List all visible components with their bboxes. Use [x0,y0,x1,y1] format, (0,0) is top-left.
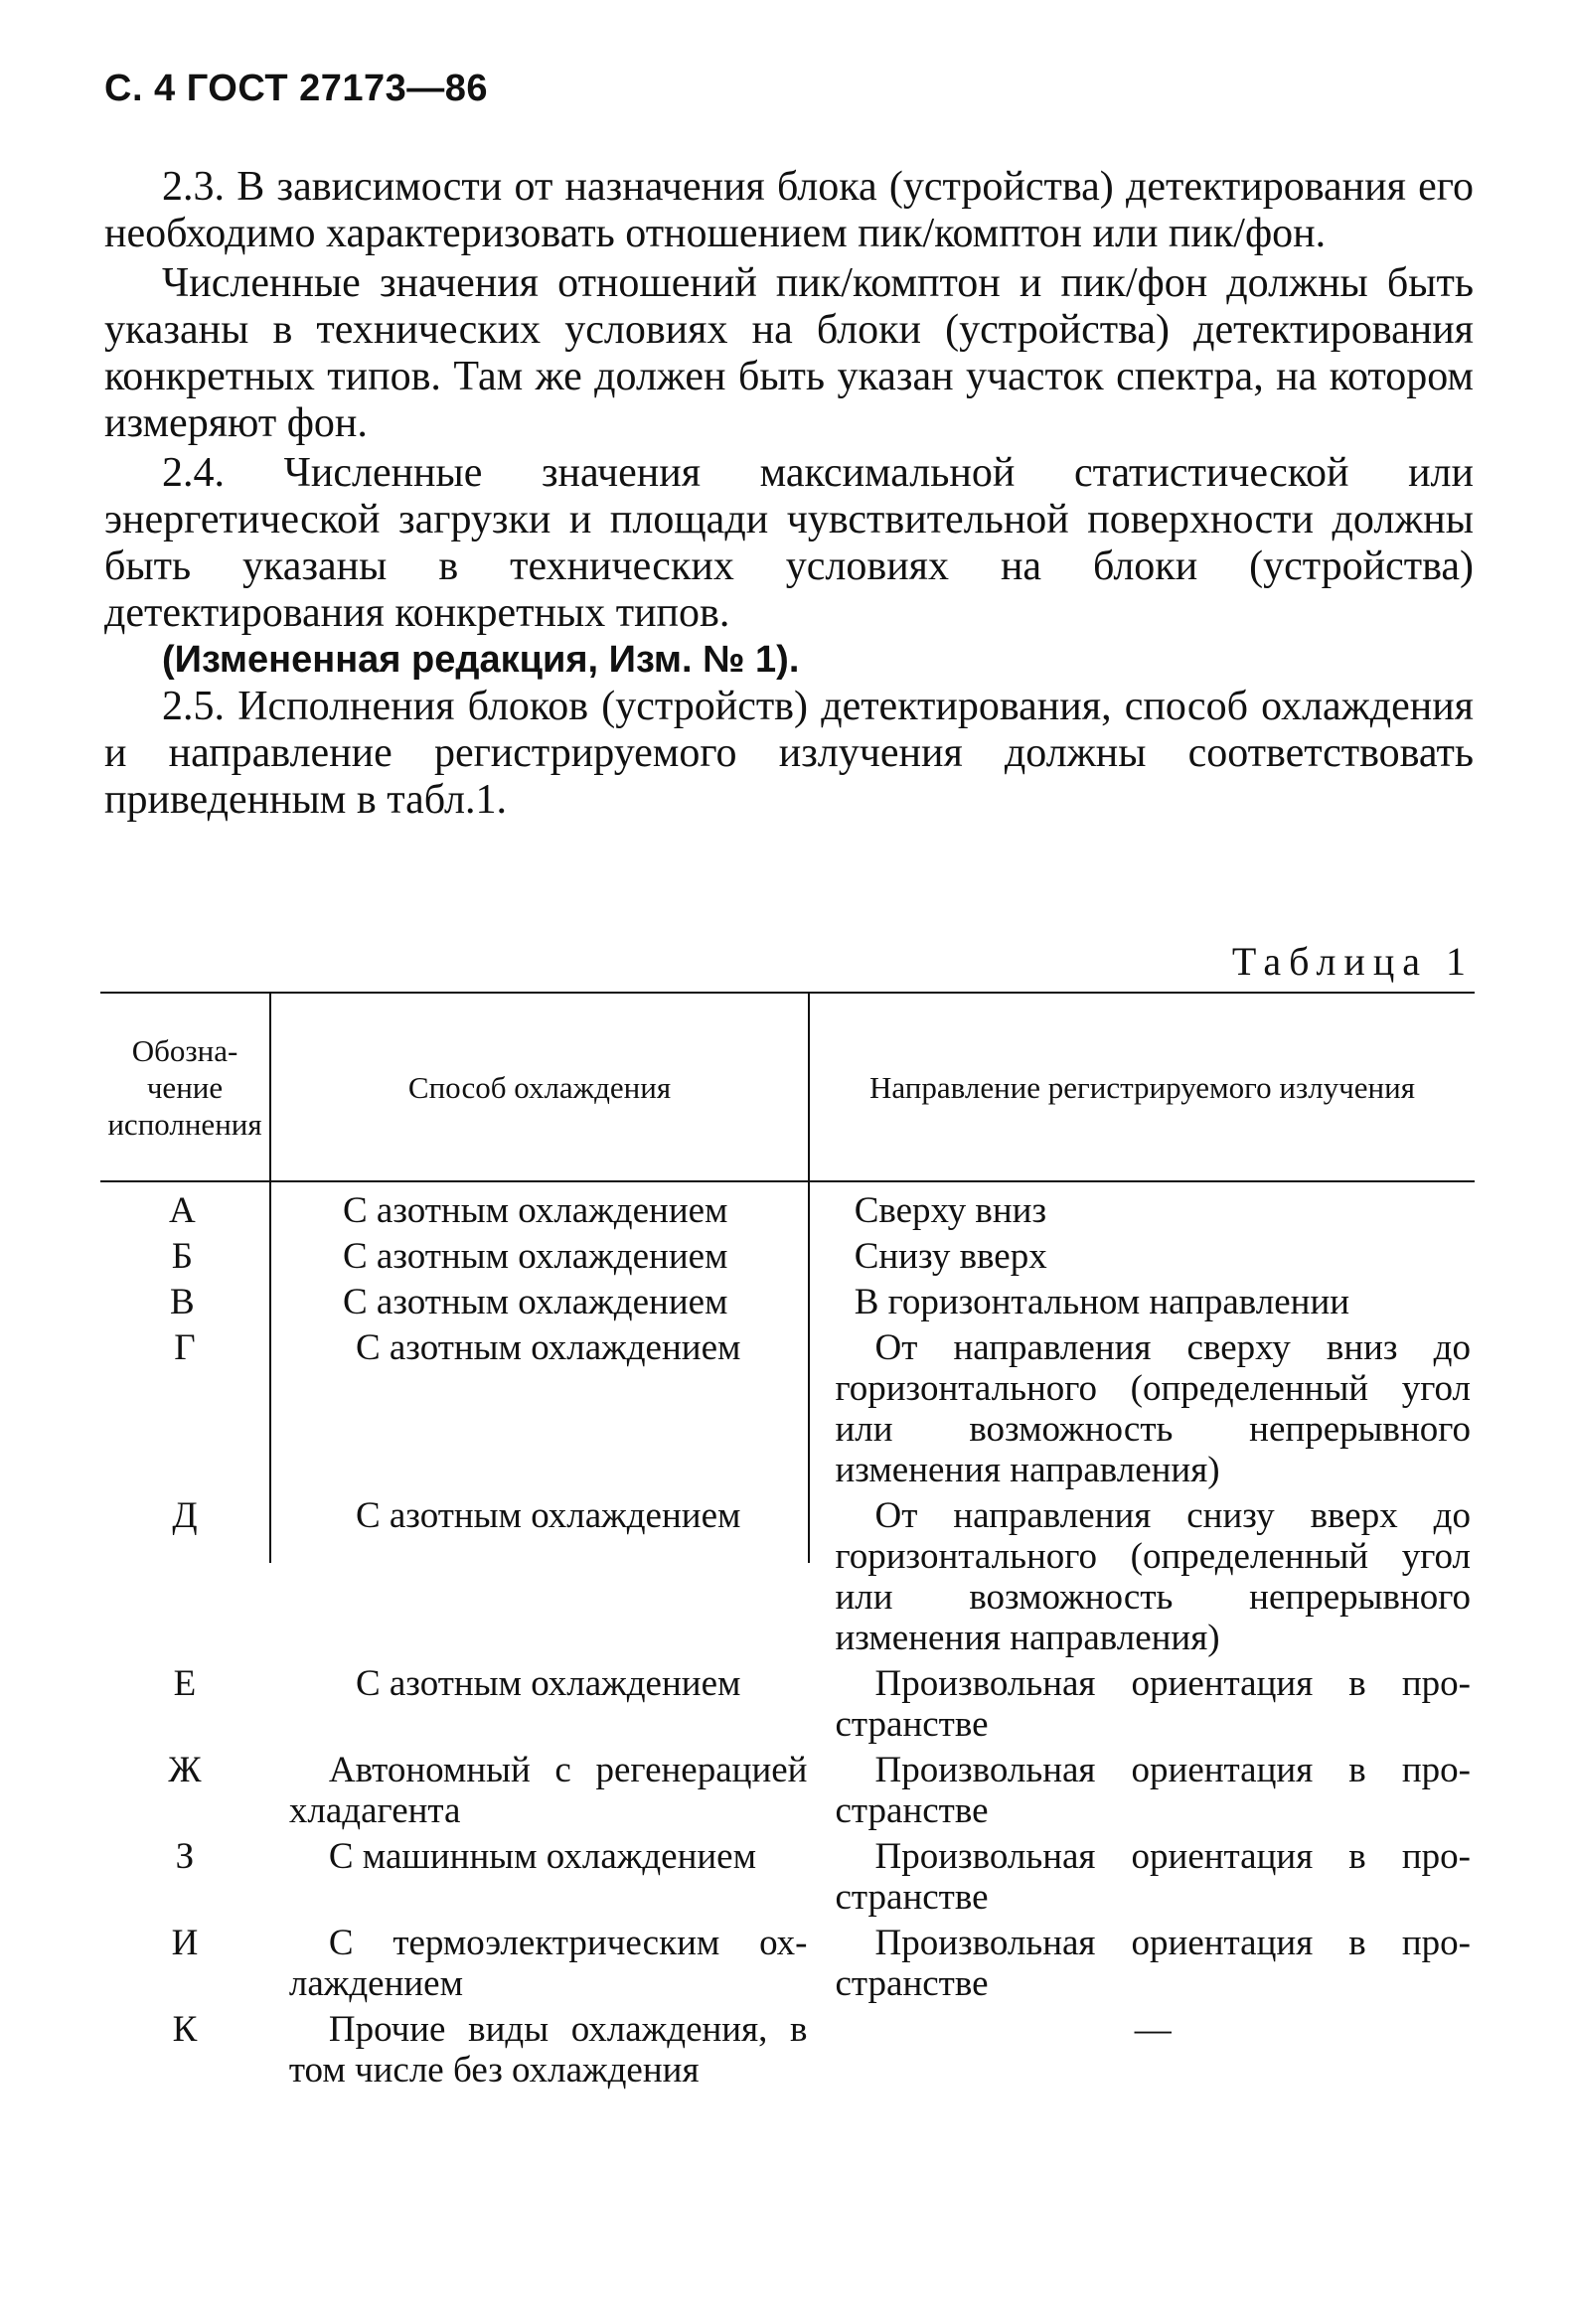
cell-cooling: Автономный с регенерацией хладагента [288,1750,808,1831]
cell-direction: Произвольная ориентация в пространстве [835,1750,1471,1831]
paragraph-2-3-values: Численные значения отношений пик/комптон и пик/фон должны быть указаны в технических условиях на блоки (устройства) детектирования конкретных типов. Там же должен быть указан участок спектра, на котором измеряют фон. [104,260,1474,446]
paragraph-2-3: 2.3. В зависимости от назначения блока (устройства) детектирования его необходимо характеризовать отношением пик/комптон или пик/фон. [104,164,1474,256]
table-row [100,2009,1475,2091]
cell-direction: От направления сверху вниз до горизонтального (определенный угол или возможность непрерывного изменения направления) [835,1327,1471,1490]
cell-direction: Произвольная ориентация в пространстве [835,1923,1471,2004]
cell-designation: Ж [168,1750,202,1790]
cell-designation: И [171,1923,199,1963]
cell-designation: Г [174,1327,196,1368]
table-row [100,1836,1475,1918]
cell-designation: А [169,1190,196,1231]
cell-cooling: С термоэлектрическим охлаждением [288,1923,808,2004]
table-body [100,1190,1475,2095]
cell-cooling: С азотным охлаждением [342,1282,728,1322]
cell-designation: В [170,1282,195,1322]
cell-designation: Е [173,1663,197,1704]
table-header-rule [100,1180,1475,1182]
paragraph-2-5: 2.5. Исполнения блоков (устройств) детектирования, способ охлаждения и направление регистрируемого излучения должны соответствовать приведенным в табл.1. [104,684,1474,823]
cell-direction: В горизонтальном направлении [854,1282,1350,1322]
cell-direction: Произвольная ориентация в пространстве [835,1663,1471,1745]
table-row [100,1663,1475,1745]
table-row [100,1190,1475,1231]
cell-cooling: С азотным охлаждением [355,1327,741,1368]
table-row [100,1923,1475,2004]
cell-designation: З [175,1836,195,1877]
header-cooling: Способ охлаждения [407,1069,672,1105]
paragraph-2-4: 2.4. Численные значения максимальной статистической или энергетической загрузки и площади чувствительной поверхности должны быть указаны в технических условиях на блоки (устройства) детектирования конкретных типов. [104,450,1474,636]
cell-direction: Сверху вниз [854,1190,1047,1231]
table-row [100,1750,1475,1831]
cell-cooling: Прочие виды охлаждения, в том числе без охлаждения [288,2009,808,2091]
table-row [100,1495,1475,1658]
cell-designation: К [172,2009,198,2050]
cell-cooling: С азотным охлаждением [342,1190,728,1231]
page-header: С. 4 ГОСТ 27173—86 [104,68,489,109]
cell-direction: От направления снизу вверх до горизонтального (определенный угол или возможность непрерывного изменения направления) [835,1495,1471,1658]
body-text [104,164,1474,824]
table-row [100,1236,1475,1277]
amendment-note: (Измененная редакция, Изм. № 1). [162,639,800,681]
cell-direction: Произвольная ориентация в пространстве [835,1836,1471,1918]
cell-direction: Снизу вверх [854,1236,1047,1277]
cell-cooling: С азотным охлаждением [342,1236,728,1277]
cell-designation: Б [171,1236,193,1277]
cell-cooling: С машинным охлаждением [328,1836,757,1877]
table-row [100,1327,1475,1490]
header-designation: Обозначение исполнения [107,1032,262,1142]
table-row [100,1282,1475,1322]
cell-designation: Д [172,1495,198,1536]
header-direction: Направление регистрируемого излучения [869,1069,1415,1105]
cell-cooling: С азотным охлаждением [355,1495,741,1536]
cell-direction: — [1134,2009,1172,2050]
cell-cooling: С азотным охлаждением [355,1663,741,1704]
table-top-rule [100,992,1475,994]
table-caption: Таблица 1 [1231,939,1474,984]
